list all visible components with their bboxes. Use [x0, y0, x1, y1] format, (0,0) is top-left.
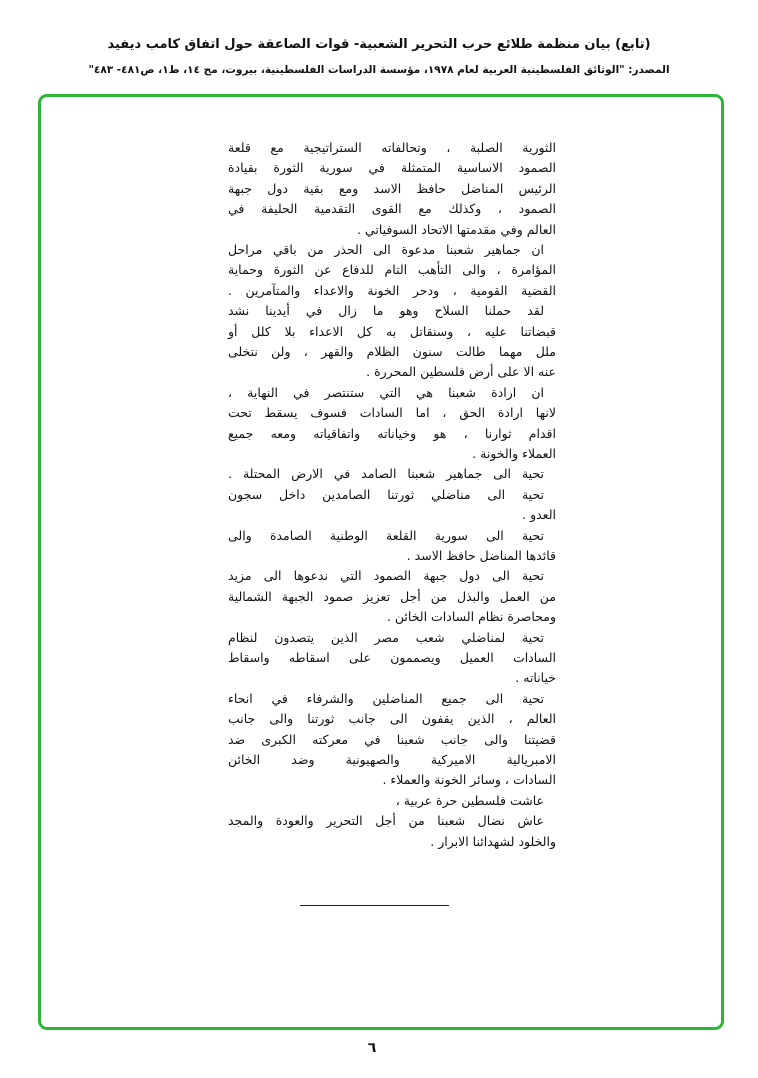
text-line: ان ارادة شعبنا هي التي ستنتصر في النهاية ،	[228, 384, 544, 400]
text-line: السادات العميل ويصممون على اسقاطه واسقاط	[228, 650, 556, 665]
source-citation: المصدر: "الوثائق الفلسطينية العربية لعام ١٩٧٨، مؤسسة الدراسات الفلسطينية، بيروت، مج ١٤، ط١، ص٤٨١- ٤٨٣"	[88, 64, 670, 76]
text-line: خياناته .	[515, 670, 556, 686]
text-line: الامبريالية الاميركية والصهيونية وضد الخائن	[228, 752, 556, 767]
text-line: الرئيس المناضل حافظ الاسد ومع بقية دول جبهة	[228, 180, 556, 196]
text-line: تحية الى سورية القلعة الوطنية الصامدة والى	[228, 527, 544, 543]
text-line: عاشت فلسطين حرة عربية ،	[395, 792, 544, 808]
document-title: (تابع) بيان منظمة طلائع حرب التحرير الشعبية- قوات الصاعقة حول اتفاق كامب ديفيد	[107, 37, 651, 52]
text-line: ان جماهير شعبنا مدعوة الى الحذر من باقي مراحل	[228, 242, 544, 257]
text-line: العدو .	[522, 507, 556, 523]
text-line: القضية القومية ، ودحر الخونة والاعداء والمتآمرين .	[228, 282, 556, 298]
text-line: تحية الى مناضلي ثورتنا الصامدين داخل سجون	[228, 486, 544, 502]
text-line: العملاء والخونة .	[472, 446, 556, 461]
text-line: المؤامرة ، والى التأهب التام للدفاع عن الثورة وحماية	[228, 262, 556, 278]
text-line: قضيتنا والى جانب شعبنا في معركته الكبرى ضد	[228, 731, 556, 747]
text-line: ومحاصرة نظام السادات الخائن .	[386, 609, 556, 625]
text-line: تحية الى جماهير شعبنا الصامد في الارض المحتلة .	[228, 466, 544, 482]
text-line: العالم ، الذين يقفون الى جانب ثورتنا والى جانب	[228, 711, 556, 727]
text-line: الصمود الاساسية المتمثلة في سورية الثورة بقيادة	[228, 160, 556, 176]
text-line: لانها ارادة الحق ، اما السادات فسوف يسقط تحت	[228, 405, 556, 421]
text-line: ملل مهما طالت سنون الظلام والقهر ، ولن نتخلى	[228, 344, 556, 359]
text-line: السادات ، وسائر الخونة والعملاء .	[382, 772, 556, 788]
text-line: قبضاتنا عليه ، وسنقاتل به كل الاعداء بلا كلل أو	[228, 323, 556, 339]
text-line: تحية الى دول جبهة الصمود التي ندعوها الى مزيد	[228, 568, 544, 584]
text-line: والخلود لشهدائنا الابرار .	[430, 833, 556, 849]
text-line: الثورية الصلبة ، وتحالفاته الستراتيجية مع قلعة	[228, 140, 556, 155]
text-line: قائدها المناضل حافظ الاسد .	[406, 548, 556, 563]
text-line: اقدام ثوارنا ، هو وخياناته واتفاقياته ومعه جميع	[228, 425, 556, 441]
page-number: ٦	[367, 1040, 377, 1056]
text-line: تحية لمناضلي شعب مصر الذين يتصدون لنظام	[228, 629, 544, 645]
text-line: الصمود ، وكذلك مع القوى التقدمية الحليفة في	[228, 201, 556, 217]
text-line: العالم وفي مقدمتها الاتحاد السوفياتي .	[356, 221, 556, 237]
text-line: من العمل والبذل من أجل تعزيز صمود الجبهة الشمالية	[228, 588, 556, 604]
text-line: تحية الى جميع المناضلين والشرفاء في انحاء	[228, 690, 544, 706]
footnote-divider	[300, 905, 449, 906]
text-line: عنه الا على أرض فلسطين المحررة .	[366, 364, 556, 380]
text-line: عاش نضال شعبنا من أجل التحرير والعودة والمجد	[228, 813, 544, 829]
text-line: لقد حملنا السلاح وهو ما زال في أيدينا نشد	[228, 303, 544, 319]
